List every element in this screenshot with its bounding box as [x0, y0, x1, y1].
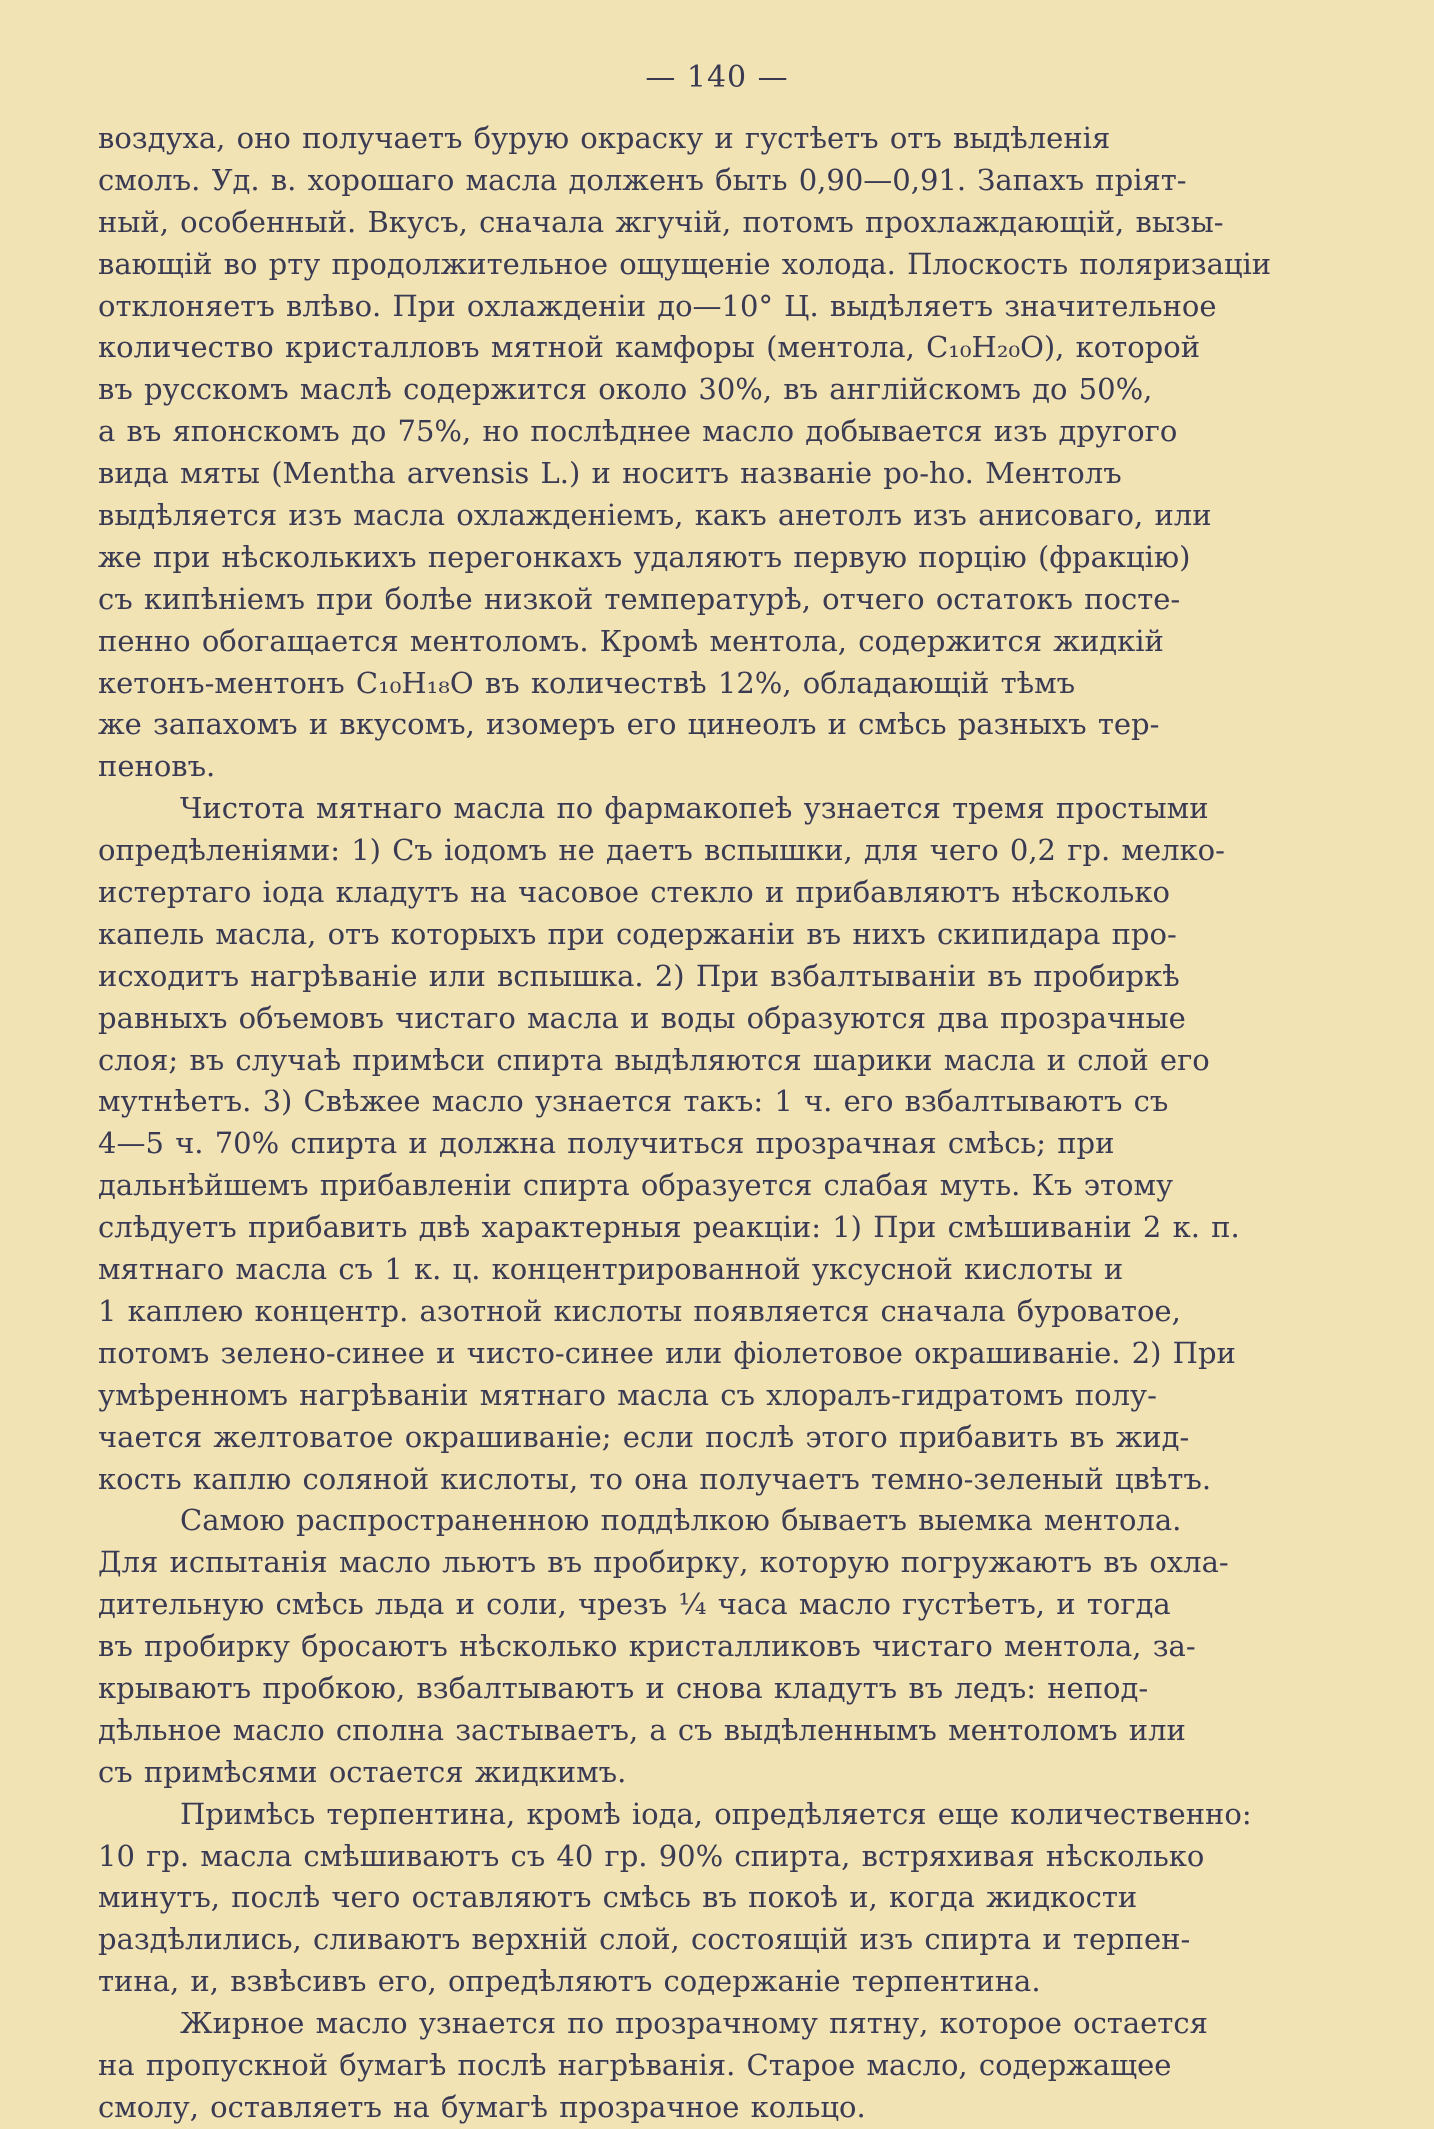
text-line: же при нѣсколькихъ перегонкахъ удаляютъ первую порцію (фракцію) — [98, 539, 1191, 574]
text-line: воздуха, оно получаетъ бурую окраску и густѣетъ отъ выдѣленія — [98, 121, 1111, 155]
text-line: смолъ. Уд. в. хорошаго масла долженъ быть 0,90—0,91. Запахъ пріят- — [98, 162, 1187, 197]
text-line: ный, особенный. Вкусъ, сначала жгучій, потомъ прохлаждающій, вызы- — [98, 204, 1224, 239]
text-line: дительную смѣсь льда и соли, чрезъ ¼ часа масло густѣетъ, и тогда — [98, 1587, 1171, 1622]
text-line: опредѣленіями: 1) Съ іодомъ не даетъ вспышки, для чего 0,2 гр. мелко- — [98, 833, 1225, 868]
text-line: же запахомъ и вкусомъ, изомеръ его цинеолъ и смѣсь разныхъ тер- — [98, 707, 1160, 742]
text-line: мятнаго масла съ 1 к. ц. концентрированной уксусной кислоты и — [98, 1252, 1124, 1287]
text-line: на пропускной бумагѣ послѣ нагрѣванія. Старое масло, содержащее — [98, 2047, 1172, 2082]
text-line: потомъ зелено-синее и чисто-синее или фіолетовое окрашиваніе. 2) При — [98, 1335, 1236, 1370]
text-line: крываютъ пробкою, взбалтываютъ и снова кладутъ въ ледъ: непод- — [98, 1670, 1149, 1705]
text-line: отклоняетъ влѣво. При охлажденіи до—10° Ц. выдѣляетъ значительное — [98, 288, 1217, 323]
text-line: тина, и, взвѣсивъ его, опредѣляютъ содержаніе терпентина. — [98, 1964, 1041, 1999]
text-line: съ примѣсями остается жидкимъ. — [98, 1754, 627, 1789]
text-line: смолу, оставляетъ на бумагѣ прозрачное кольцо. — [98, 2089, 866, 2124]
text-line: выдѣляется изъ масла охлажденіемъ, какъ анетолъ изъ анисоваго, или — [98, 498, 1212, 533]
text-line: кетонъ-ментонъ C₁₀H₁₈O въ количествѣ 12%, обладающій тѣмъ — [98, 665, 1076, 700]
text-line: истертаго іода кладутъ на часовое стекло и прибавляютъ нѣсколько — [98, 875, 1170, 910]
text-line: слѣдуетъ прибавить двѣ характерныя реакціи: 1) При смѣшиваніи 2 к. п. — [98, 1210, 1240, 1245]
text-line: умѣренномъ нагрѣваніи мятнаго масла съ хлоралъ-гидратомъ полу- — [98, 1377, 1157, 1412]
text-line: кость каплю соляной кислоты, то она получаетъ темно-зеленый цвѣтъ. — [98, 1461, 1212, 1496]
text-line: въ русскомъ маслѣ содержится около 30%, въ англійскомъ до 50%, — [98, 372, 1153, 407]
paragraph-start: Примѣсь терпентина, кромѣ іода, опредѣляется еще количественно: — [180, 1796, 1252, 1831]
text-line: количество кристалловъ мятной камфоры (ментола, C₁₀H₂₀O), которой — [98, 330, 1201, 365]
text-line: 4—5 ч. 70% спирта и должна получиться прозрачная смѣсь; при — [98, 1126, 1115, 1161]
text-line: слоя; въ случаѣ примѣси спирта выдѣляются шарики масла и слой его — [98, 1042, 1210, 1077]
paragraph-start: Самою распространенною поддѣлкою бываетъ выемка ментола. — [180, 1503, 1182, 1538]
text-line: мутнѣетъ. 3) Свѣжее масло узнается такъ: 1 ч. его взбалтываютъ съ — [98, 1084, 1169, 1119]
text-line: Для испытанія масло льютъ въ пробирку, которую погружаютъ въ охла- — [98, 1545, 1229, 1580]
text-line: пенно обогащается ментоломъ. Кромѣ ментола, содержится жидкій — [98, 623, 1164, 658]
text-line: а въ японскомъ до 75%, но послѣднее масло добывается изъ другого — [98, 414, 1178, 449]
text-line: раздѣлились, сливаютъ верхній слой, состоящій изъ спирта и терпен- — [98, 1922, 1191, 1957]
page-number: — 140 — — [645, 60, 789, 95]
text-line: исходитъ нагрѣваніе или вспышка. 2) При взбалтываніи въ пробиркѣ — [98, 958, 1180, 993]
text-line: чается желтоватое окрашиваніе; если послѣ этого прибавить въ жид- — [98, 1419, 1190, 1454]
text-line: минутъ, послѣ чего оставляютъ смѣсь въ покоѣ и, когда жидкости — [98, 1880, 1138, 1915]
text-line: равныхъ объемовъ чистаго масла и воды образуются два прозрачные — [98, 1000, 1186, 1035]
text-line: дальнѣйшемъ прибавленіи спирта образуется слабая муть. Къ этому — [98, 1168, 1174, 1203]
text-line: 1 каплею концентр. азотной кислоты появляется сначала буроватое, — [98, 1293, 1181, 1328]
text-line: вающій во рту продолжительное ощущеніе холода. Плоскость поляризаціи — [98, 246, 1272, 281]
text-line: вида мяты (Mentha arvensis L.) и носитъ названіе po-ho. Ментолъ — [98, 456, 1122, 491]
text-line: пеновъ. — [98, 749, 216, 784]
paragraph-start: Жирное масло узнается по прозрачному пятну, которое остается — [180, 2006, 1208, 2041]
paragraph-start: Чистота мятнаго масла по фармакопеѣ узнается тремя простыми — [180, 791, 1209, 826]
text-line: дѣльное масло сполна застываетъ, а съ выдѣленнымъ ментоломъ или — [98, 1712, 1186, 1747]
text-line: капель масла, отъ которыхъ при содержаніи въ нихъ скипидара про- — [98, 916, 1177, 951]
text-line: съ кипѣніемъ при болѣе низкой температурѣ, отчего остатокъ посте- — [98, 581, 1181, 616]
body-text — [98, 118, 1308, 2129]
text-line: въ пробирку бросаютъ нѣсколько кристалликовъ чистаго ментола, за- — [98, 1629, 1196, 1664]
text-line: 10 гр. масла смѣшиваютъ съ 40 гр. 90% спирта, встряхивая нѣсколько — [98, 1838, 1205, 1873]
